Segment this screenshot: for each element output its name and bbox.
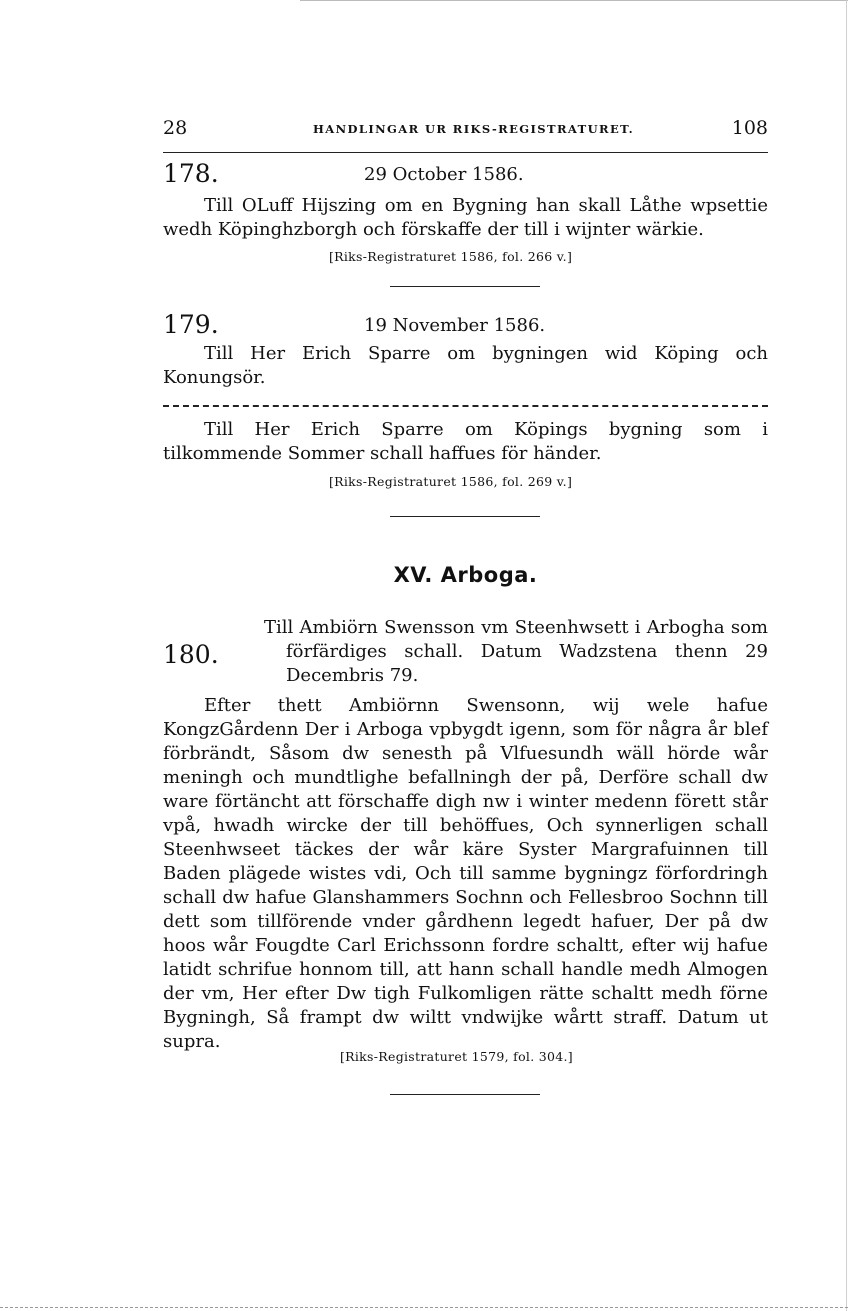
section-title: XV. Arboga. (393, 563, 538, 587)
page-number-left: 28 (163, 117, 188, 139)
entry-text-continued: Till Her Erich Sparre om Köpings bygning som i tilkommende Sommer schall haffues för händer. (163, 419, 768, 464)
entry-heading-text: Till Ambiörn Swensson vm Steenhwsett i Arbogha som förfärdiges schall. Datum Wadzstena thenn 29 Decembris 79. (264, 617, 768, 686)
entry-citation: [Riks-Registraturet 1579, fol. 304.] (340, 1049, 573, 1064)
entry-text: Till Her Erich Sparre om bygningen wid Köping och Konungsör. (163, 343, 768, 388)
entry-number: 178. (163, 159, 219, 188)
entry-number: 179. (163, 310, 219, 339)
entry-number: 180. (163, 640, 219, 669)
header-rule (163, 152, 768, 153)
separator-rule (390, 1094, 540, 1095)
entry-date: 19 November 1586. (364, 315, 546, 336)
running-title: HANDLINGAR UR RIKS-REGISTRATURET. (313, 122, 634, 136)
entry-body: Efter thett Ambiörnn Swensonn, wij wele hafue KongzGårdenn Der i Arboga vpbygdt igenn, som för några år blef förbrändt, Såsom dw senesth på Vlfuesundh wäll hörde wår meningh och mundtlighe befallningh der på, Derföre schall dw ware förtäncht att förschaffe digh nw i winter medenn förett står vpå, hwadh wircke der till behöffues, Och synnerligen schall Steenhwseet täckes der wår käre Syster Margrafuinnen till Baden plägede wistes vdi, Och till samme bygningz förfordringh schall dw hafue Glanshammers Sochnn och Fellesbroo Sochnn till dett som tillförende vnder gårdhenn legedt hafuer, Der på dw hoos wår Fougdte Carl Erichssonn fordre schaltt, efter wij hafue latidt schrifue honnom till, att hann schall handle medh Almogen der vm, Her efter Dw tigh Fulkomligen rätte schaltt medh förne Bygningh, Så frampt dw wiltt vndwijke wårtt straff. Datum ut supra. (163, 695, 768, 1052)
entry-date: 29 October 1586. (364, 164, 524, 185)
scan-edge-top (300, 0, 848, 1)
page-number-right: 108 (731, 117, 768, 139)
separator-rule (390, 286, 540, 287)
dashed-divider (163, 405, 768, 407)
entry-heading (264, 616, 768, 688)
scan-edge-right (846, 0, 847, 1311)
entry-citation: [Riks-Registraturet 1586, fol. 269 v.] (329, 474, 573, 489)
separator-rule (390, 516, 540, 517)
entry-citation: [Riks-Registraturet 1586, fol. 266 v.] (329, 249, 573, 264)
scan-edge-bottom (0, 1307, 848, 1308)
entry-text: Till OLuff Hijszing om en Bygning han skall Låthe wpsettie wedh Köpinghzborgh och förskaffe der till i wijnter wärkie. (163, 195, 768, 240)
running-header (163, 117, 768, 143)
